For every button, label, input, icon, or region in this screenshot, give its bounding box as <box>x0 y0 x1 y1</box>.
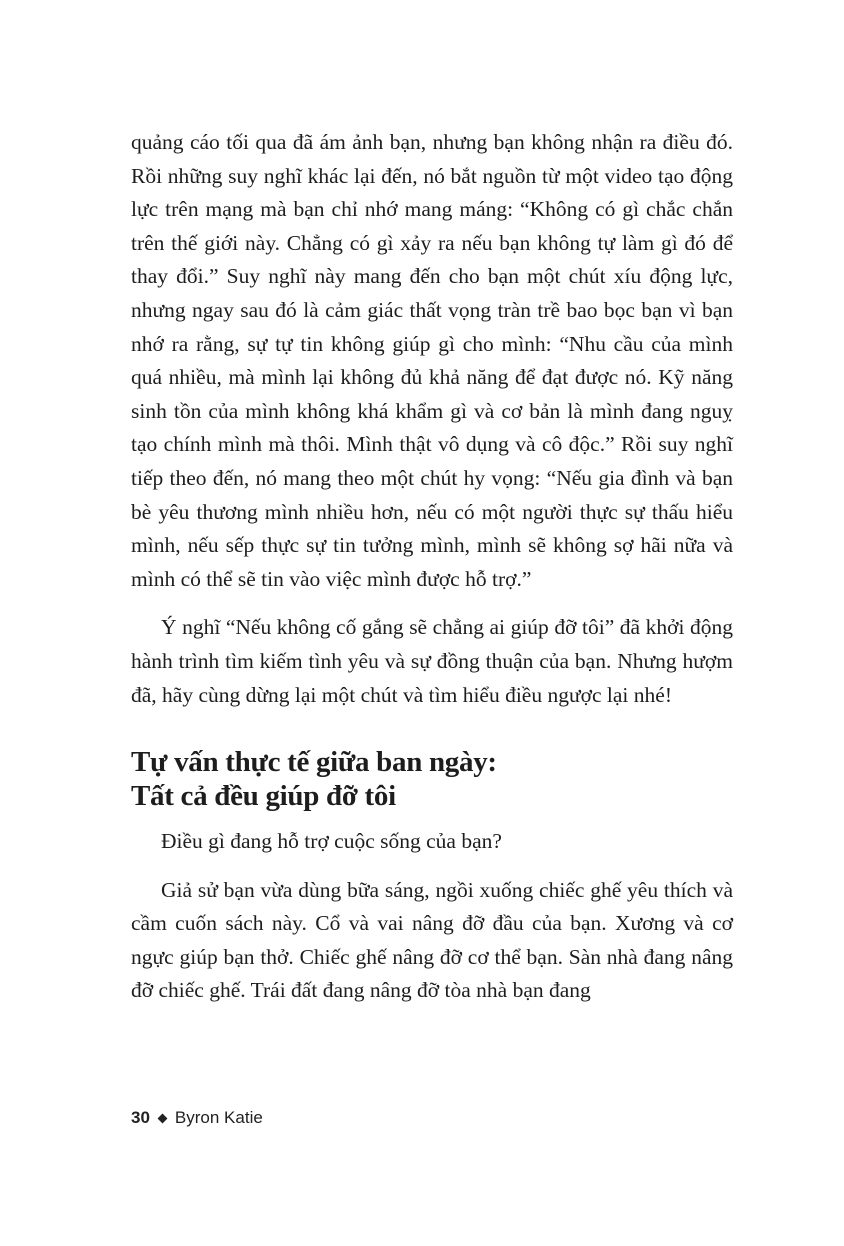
section-heading-line-2: Tất cả đều giúp đỡ tôi <box>131 780 396 813</box>
body-paragraph-2: Ý nghĩ “Nếu không cố gắng sẽ chẳng ai giúp đỡ tôi” đã khởi động hành trình tìm kiếm tình yêu và sự đồng thuận của bạn. Nhưng hượm đã, hãy cùng dừng lại một chút và tìm hiểu điều ngược lại nhé! <box>131 615 733 707</box>
page-footer <box>131 1108 263 1128</box>
section-heading <box>131 745 733 813</box>
page-number: 30 <box>131 1108 150 1127</box>
page-body <box>131 126 733 1008</box>
diamond-separator-icon <box>157 1113 167 1123</box>
body-paragraph-3: Giả sử bạn vừa dùng bữa sáng, ngồi xuống chiếc ghế yêu thích và cầm cuốn sách này. Cổ và vai nâng đỡ đầu của bạn. Xương và cơ ngực giúp bạn thở. Chiếc ghế nâng đỡ cơ thể bạn. Sàn nhà đang nâng đỡ chiếc ghế. Trái đất đang nâng đỡ tòa nhà bạn đang <box>131 877 733 1003</box>
question-line: Điều gì đang hỗ trợ cuộc sống của bạn? <box>161 829 502 854</box>
author-name: Byron Katie <box>174 1108 263 1127</box>
section-heading-line-1: Tự vấn thực tế giữa ban ngày: <box>131 746 497 779</box>
body-paragraph-1: quảng cáo tối qua đã ám ảnh bạn, nhưng bạn không nhận ra điều đó. Rồi những suy nghĩ khác lại đến, nó bắt nguồn từ một video tạo động lực trên mạng mà bạn chỉ nhớ mang máng: “Không có gì chắc chắn trên thế giới này. Chẳng có gì xảy ra nếu bạn không tự làm gì đó để thay đổi.” Suy nghĩ này mang đến cho bạn một chút xíu động lực, nhưng ngay sau đó là cảm giác thất vọng tràn trề bao bọc bạn vì bạn nhớ ra rằng, sự tự tin không giúp gì cho mình: “Nhu cầu của mình quá nhiều, mà mình lại không đủ khả năng để đạt được nó. Kỹ năng sinh tồn của mình không khá khẩm gì và cơ bản là mình đang nguỵ tạo chính mình mà thôi. Mình thật vô dụng và cô độc.” Rồi suy nghĩ tiếp theo đến, nó mang theo một chút hy vọng: “Nếu gia đình và bạn bè yêu thương mình nhiều hơn, nếu có một người thực sự thấu hiểu mình, nếu sếp thực sự tin tưởng mình, mình sẽ không sợ hãi nữa và mình có thể sẽ tin vào việc mình được hỗ trợ.” <box>131 130 733 591</box>
